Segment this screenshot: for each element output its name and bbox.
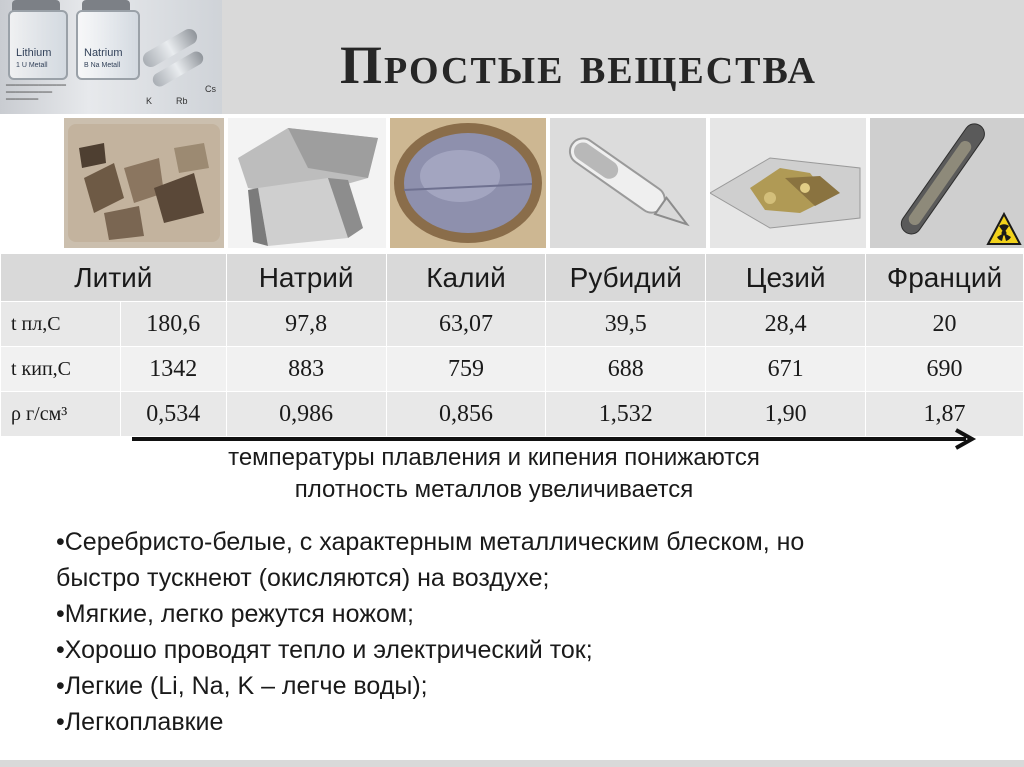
note-temperatures: температуры плавления и кипения понижаются: [228, 444, 760, 471]
bottle-label-lithium: Lithium: [16, 47, 52, 59]
table-cell: 690: [866, 347, 1024, 392]
label-cs: Cs: [205, 84, 216, 94]
sodium-photo: [228, 118, 386, 248]
list-item: •Серебристо-белые, с характерным металлическим блеском, но: [56, 528, 805, 556]
list-item: быстро тускнеют (окисляются) на воздухе;: [56, 564, 550, 592]
bottom-border: [0, 760, 1024, 767]
table-cell: 20: [866, 302, 1024, 347]
header-lithium: Литий: [1, 254, 227, 302]
list-item: •Легкоплавкие: [56, 708, 224, 736]
table-cell: 1342: [120, 347, 226, 392]
table-cell: 883: [226, 347, 386, 392]
bottle-sublabel-natrium: B Na Metall: [84, 62, 121, 69]
natrium-bottle: [76, 10, 140, 80]
header-cesium: Цезий: [706, 254, 866, 302]
table-row: [1, 347, 1024, 392]
table-cell: 28,4: [706, 302, 866, 347]
table-row: [1, 302, 1024, 347]
table-cell: 759: [386, 347, 546, 392]
element-photos-strip: [0, 114, 1024, 254]
header-rubidium: Рубидий: [546, 254, 706, 302]
row-label-boiling: t кип,С: [1, 347, 121, 392]
bottle-sublabel-lithium: 1 U Metall: [16, 62, 48, 69]
table-cell: 688: [546, 347, 706, 392]
table-cell: 1,90: [706, 392, 866, 437]
potassium-photo: [390, 118, 546, 248]
table-cell: 0,856: [386, 392, 546, 437]
header-sodium: Натрий: [226, 254, 386, 302]
label-k: K: [146, 96, 153, 106]
table-cell: 97,8: [226, 302, 386, 347]
alkali-bottles-photo: [0, 0, 222, 114]
table-cell: 671: [706, 347, 866, 392]
trend-notes: [0, 442, 1024, 506]
page-title: Простые вещества: [340, 35, 817, 95]
properties-list: [56, 524, 986, 740]
list-item: •Мягкие, легко режутся ножом;: [56, 600, 414, 628]
lithium-photo: [64, 118, 224, 248]
row-label-melting: t пл,С: [1, 302, 121, 347]
properties-table: [0, 253, 1024, 437]
cesium-photo: [710, 118, 866, 248]
note-density: плотность металлов увеличивается: [294, 476, 694, 503]
row-label-density: ρ г/см³: [1, 392, 121, 437]
table-cell: 1,87: [866, 392, 1024, 437]
table-cell: 1,532: [546, 392, 706, 437]
photo-caption: ▁▁▁▁▁▁▁▁▁▁▁▁▁ ▁▁▁▁▁▁▁▁▁▁ ▁▁▁▁▁▁▁: [6, 80, 66, 100]
header-potassium: Калий: [386, 254, 546, 302]
bottle-label-natrium: Natrium: [84, 47, 123, 59]
table-header-row: [1, 254, 1024, 302]
table-cell: 39,5: [546, 302, 706, 347]
label-rb: Rb: [176, 96, 188, 106]
lithium-bottle: [8, 10, 68, 80]
table-cell: 180,6: [120, 302, 226, 347]
radiation-warning-icon: [986, 212, 1022, 246]
list-item: •Хорошо проводят тепло и электрический ток;: [56, 636, 593, 664]
list-item: •Легкие (Li, Na, K – легче воды);: [56, 672, 428, 700]
table-cell: 63,07: [386, 302, 546, 347]
table-cell: 0,534: [120, 392, 226, 437]
rubidium-photo: [550, 118, 706, 248]
header-francium: Франций: [866, 254, 1024, 302]
table-cell: 0,986: [226, 392, 386, 437]
